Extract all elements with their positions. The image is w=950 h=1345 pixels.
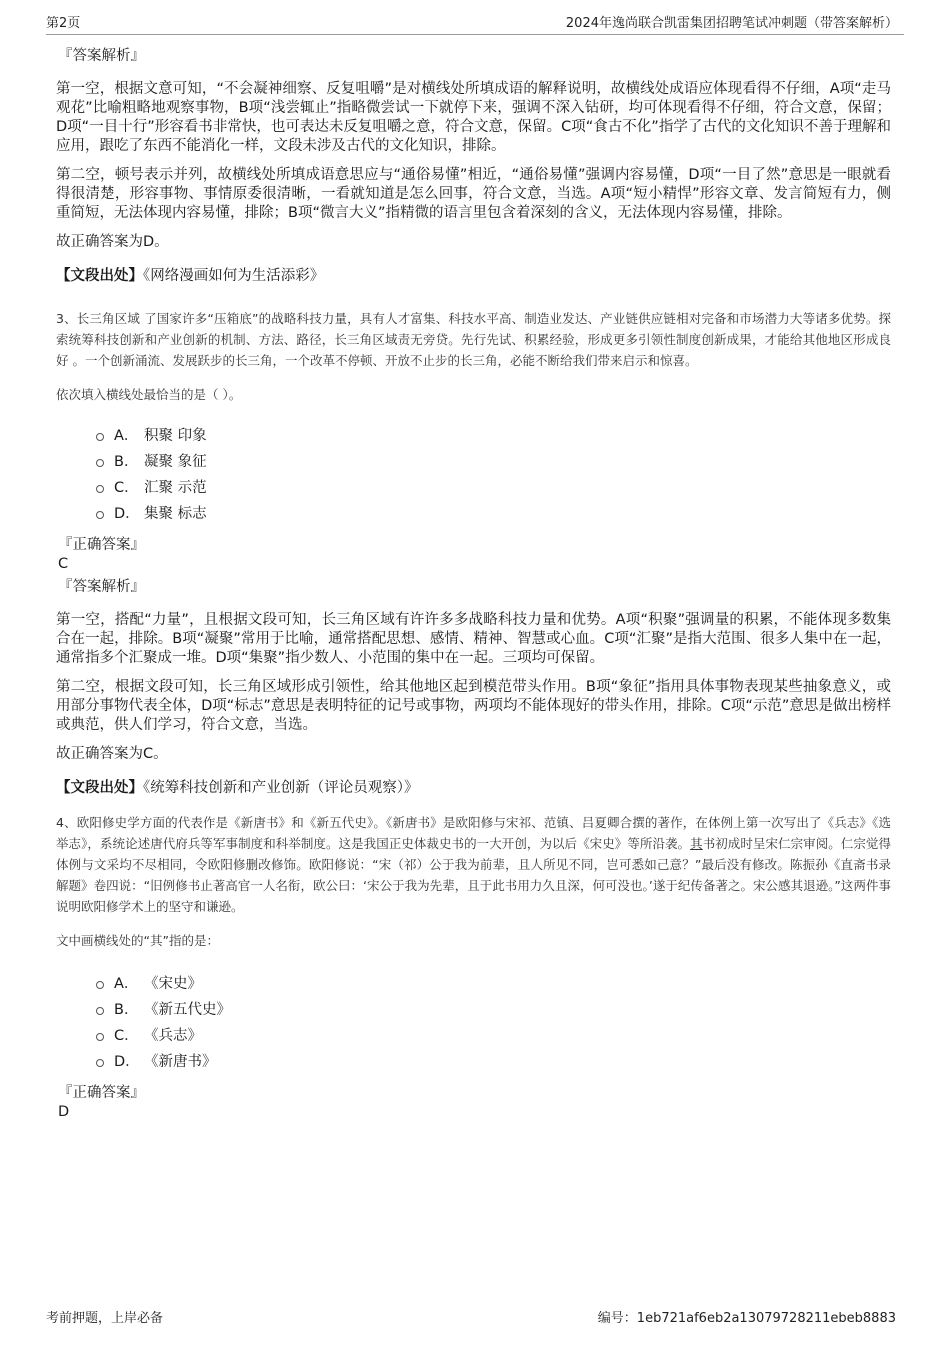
q4-option-c[interactable]: C． 《兵志》 xyxy=(56,1021,891,1047)
q3-analysis-tag: 『答案解析』 xyxy=(58,579,145,595)
radio-icon[interactable] xyxy=(96,433,104,441)
q3-conclusion: 故正确答案为C。 xyxy=(56,746,168,762)
radio-icon[interactable] xyxy=(96,1007,104,1015)
radio-icon[interactable] xyxy=(96,1059,104,1067)
q2-analysis-p1: 第一空，根据文意可知，“不会凝神细察、反复咀嚼”是对横线处所填成语的解释说明，故横线处成语应体现看得不仔细，A项“走马观花”比喻粗略地观察事物，B项“浅尝辄止”指略微尝试一下就停下来，强调不深入钻研，均可体现看得不仔细，符合文意，保留；D项“一目十行”形容看书非常快，也可表达未反复咀嚼之意，符合文意，保留。C项“食古不化”指学了古代的文化知识不善于理解和应用，跟吃了东西不能消化一样，文段未涉及古代的文化知识，排除。 xyxy=(56,81,891,154)
q3-ask: 依次填入横线处最恰当的是（ ）。 xyxy=(56,387,242,402)
q3-analysis-p2: 第二空，根据文段可知，长三角区域形成引领性，给其他地区起到模范带头作用。B项“象征”指用具体事物表现某些抽象意义，或用部分事物代表全体，D项“标志”意思是表明特征的记号或事物，两项均不能体现好的带头作用，排除。C项“示范”意思是做出榜样或典范，供人们学习，符合文意，当选。 xyxy=(56,679,891,733)
q3-option-a[interactable]: A． 积聚 印象 xyxy=(56,421,891,447)
source-title: 《统筹科技创新和产业创新（评论员观察）》 xyxy=(143,780,419,796)
underlined-word: 其 xyxy=(690,836,703,851)
q4-answer: D xyxy=(58,1104,70,1120)
q3-option-c[interactable]: C． 汇聚 示范 xyxy=(56,473,891,499)
q3-answer-tag: 『正确答案』 xyxy=(58,537,145,553)
q3-option-b[interactable]: B． 凝聚 象征 xyxy=(56,447,891,473)
q4-option-a[interactable]: A． 《宋史》 xyxy=(56,969,891,995)
source-label: 【文段出处】 xyxy=(56,780,143,796)
page-footer xyxy=(46,1309,904,1329)
source-label: 【文段出处】 xyxy=(56,268,143,284)
q3-analysis-p1: 第一空，搭配“力量”，且根据文段可知，长三角区域有许许多多战略科技力量和优势。A项“积聚”强调量的积累，不能体现多数集合在一起，排除。B项“凝聚”常用于比喻，通常搭配思想、感情、精神、智慧或心血。C项“汇聚”是指大范围、很多人集中在一起，通常指多个汇聚成一堆。D项“集聚”指少数人、小范围的集中在一起。三项均可保留。 xyxy=(56,612,891,666)
q3-source xyxy=(56,778,891,798)
q4-stem: 4、欧阳修史学方面的代表作是《新唐书》和《新五代史》。《新唐书》是欧阳修与宋祁、范镇、吕夏卿合撰的著作，在体例上第一次写出了《兵志》《选举志》，系统论述唐代府兵等军事制度和科举制度。这是我国正史体裁史书的一大开创，为以后《宋史》等所沿袭。其书初成时呈宋仁宗审阅。仁宗觉得体例与文采均不尽相同，令欧阳修删改修饰。欧阳修说：“宋（祁）公于我为前辈，且人所见不同，岂可悉如己意？”最后没有修改。陈振孙《直斋书录解题》卷四说：“旧例修书止著高官一人名衔，欧公曰：‘宋公于我为先辈，且于此书用力久且深，何可没也。’遂于纪传备著之。宋公感其退逊。”这两件事说明欧阳修学术上的坚守和谦逊。 xyxy=(56,815,891,914)
radio-icon[interactable] xyxy=(96,459,104,467)
document-code: 编号：1eb721af6eb2a13079728211ebeb8883 xyxy=(597,1311,896,1326)
q4-answer-tag: 『正确答案』 xyxy=(58,1085,145,1101)
q2-conclusion: 故正确答案为D。 xyxy=(56,234,169,250)
radio-icon[interactable] xyxy=(96,485,104,493)
q4-ask: 文中画横线处的“其”指的是： xyxy=(56,933,219,948)
radio-icon[interactable] xyxy=(96,511,104,519)
q2-source xyxy=(56,266,891,286)
page-content xyxy=(56,42,891,1121)
q3-stem: 3、长三角区域 了国家许多“压箱底”的战略科技力量，具有人才富集、科技水平高、制造业发达、产业链供应链相对完备和市场潜力大等诸多优势。探索统筹科技创新和产业创新的机制、方法、路径，长三角区域责无旁贷。先行先试、积累经验，形成更多引领性制度创新成果，才能给其他地区形成良好 。一个创新涌流、发展跃步的长三角，一个改革不停顿、开放不止步的长三角，必能不断给我们带来启示和惊喜。 xyxy=(56,311,891,368)
footer-slogan: 考前押题，上岸必备 xyxy=(46,1311,164,1326)
page-number: 第2页 xyxy=(46,16,81,31)
q2-analysis-p2: 第二空，顿号表示并列，故横线处所填成语意思应与“通俗易懂”相近，“通俗易懂”强调内容易懂，D项“一目了然”意思是一眼就看得很清楚，形容事物、事情原委很清晰，一看就知道是怎么回事，符合文意，当选。A项“短小精悍”形容文章、发言简短有力，侧重简短，无法体现内容易懂，排除；B项“微言大义”指精微的语言里包含着深刻的含义，无法体现内容易懂，排除。 xyxy=(56,167,891,221)
q4-option-d[interactable]: D． 《新唐书》 xyxy=(56,1047,891,1073)
document-title: 2024年逸尚联合凯雷集团招聘笔试冲刺题（带答案解析） xyxy=(565,16,898,31)
radio-icon[interactable] xyxy=(96,981,104,989)
radio-icon[interactable] xyxy=(96,1033,104,1041)
q4-options xyxy=(56,969,891,1073)
page-header xyxy=(46,14,904,35)
source-title: 《网络漫画如何为生活添彩》 xyxy=(143,268,325,284)
q3-option-d[interactable]: D． 集聚 标志 xyxy=(56,499,891,525)
q3-options xyxy=(56,421,891,525)
q2-analysis-tag: 『答案解析』 xyxy=(58,48,145,64)
q3-answer: C xyxy=(58,556,69,572)
q4-option-b[interactable]: B． 《新五代史》 xyxy=(56,995,891,1021)
